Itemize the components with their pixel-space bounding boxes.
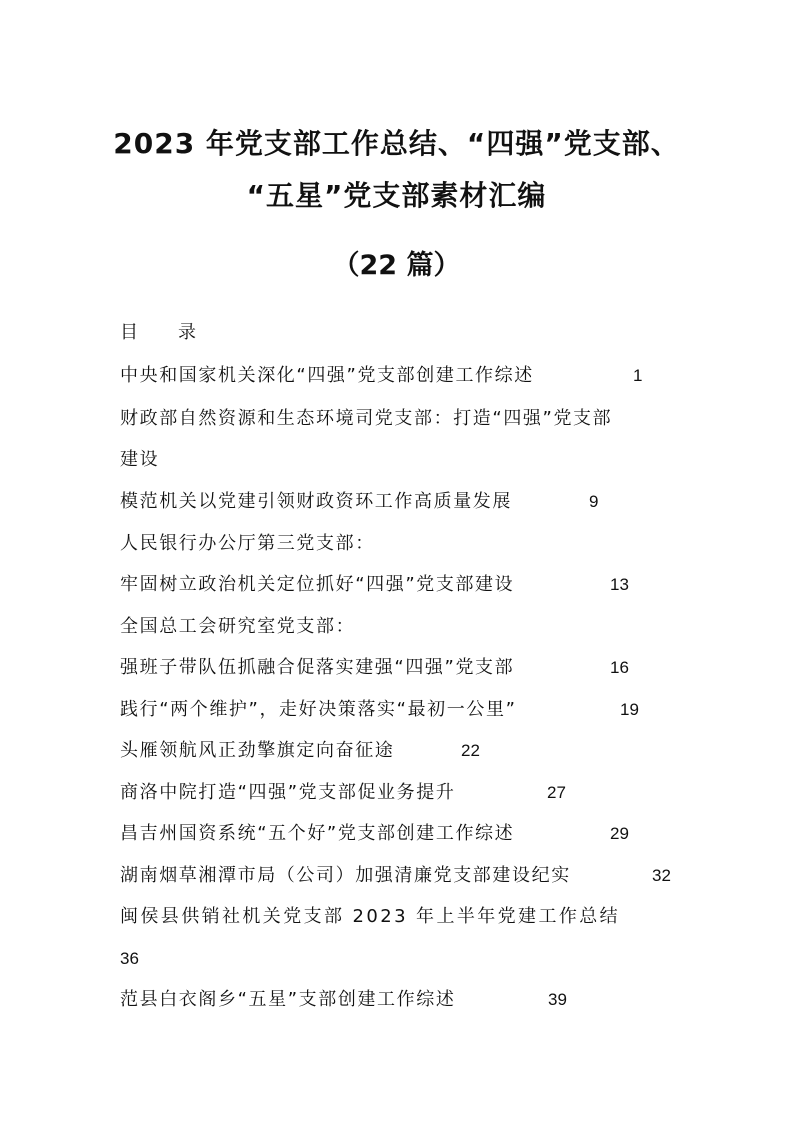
toc-entry-continuation[interactable] xyxy=(120,944,139,974)
document-subtitle: （22 篇） xyxy=(332,250,461,281)
toc-entry-page: 1 xyxy=(633,366,643,385)
toc-entry-title: 强班子带队伍抓融合促落实建强“四强”党支部 xyxy=(120,657,515,678)
toc-entry[interactable] xyxy=(120,819,629,849)
toc-entry-page: 19 xyxy=(620,700,639,719)
toc-entry-page: 27 xyxy=(547,783,566,802)
toc-entry-title: 湖南烟草湘潭市局（公司）加强清廉党支部建设纪实 xyxy=(120,865,571,886)
toc-entry[interactable] xyxy=(120,487,599,517)
toc-entry[interactable] xyxy=(120,529,375,559)
toc-entry-title: 闽侯县供销社机关党支部 2023 年上半年党建工作总结 xyxy=(120,906,621,927)
toc-entry[interactable] xyxy=(120,902,620,932)
toc-entry-title: 践行“两个维护”，走好决策落实“最初一公里” xyxy=(120,699,517,720)
toc-entry-page: 13 xyxy=(610,575,629,594)
toc-entry[interactable] xyxy=(120,985,567,1015)
toc-entry-title: 牢固树立政治机关定位抓好“四强”党支部建设 xyxy=(120,574,515,595)
document-title-line-2: “五星”党支部素材汇编 xyxy=(246,179,547,212)
toc-entry-title: 全国总工会研究室党支部： xyxy=(120,616,356,637)
document-title-line-1: 2023 年党支部工作总结、“四强”党支部、 xyxy=(113,127,680,160)
toc-entry[interactable] xyxy=(120,361,643,391)
toc-entry[interactable] xyxy=(120,570,629,600)
toc-entry-title: 模范机关以党建引领财政资环工作高质量发展 xyxy=(120,491,512,512)
toc-heading-char-1: 目 xyxy=(120,322,138,343)
toc-entry-title: 建设 xyxy=(120,449,160,470)
toc-entry-title: 财政部自然资源和生态环境司党支部：打造“四强”党支部 xyxy=(120,408,613,429)
toc-heading xyxy=(120,318,196,348)
toc-heading-char-2: 录 xyxy=(178,322,196,343)
toc-entry-title: 头雁领航风正劲擎旗定向奋征途 xyxy=(120,740,395,761)
toc-entry-page: 32 xyxy=(652,866,671,885)
toc-entry-page: 9 xyxy=(589,492,599,511)
toc-entry[interactable] xyxy=(120,778,566,808)
toc-entry-title: 中央和国家机关深化“四强”党支部创建工作综述 xyxy=(120,365,534,386)
toc-entry-page: 16 xyxy=(610,658,629,677)
toc-entry-title: 范县白衣阁乡“五星”支部创建工作综述 xyxy=(120,989,456,1010)
toc-entry-title: 昌吉州国资系统“五个好”党支部创建工作综述 xyxy=(120,823,515,844)
toc-entry-page: 36 xyxy=(120,949,139,968)
toc-entry[interactable] xyxy=(120,653,629,683)
toc-entry-title: 商洛中院打造“四强”党支部促业务提升 xyxy=(120,782,456,803)
toc-entry[interactable] xyxy=(120,695,639,725)
toc-entry-page: 29 xyxy=(610,824,629,843)
toc-entry-page: 39 xyxy=(548,990,567,1009)
toc-entry-page: 22 xyxy=(461,741,480,760)
toc-entry[interactable] xyxy=(120,612,355,642)
toc-entry[interactable] xyxy=(120,404,612,434)
toc-entry[interactable] xyxy=(120,861,671,891)
toc-entry-title: 人民银行办公厅第三党支部： xyxy=(120,533,375,554)
toc-entry-continuation[interactable] xyxy=(120,445,159,475)
toc-entry[interactable] xyxy=(120,736,480,766)
